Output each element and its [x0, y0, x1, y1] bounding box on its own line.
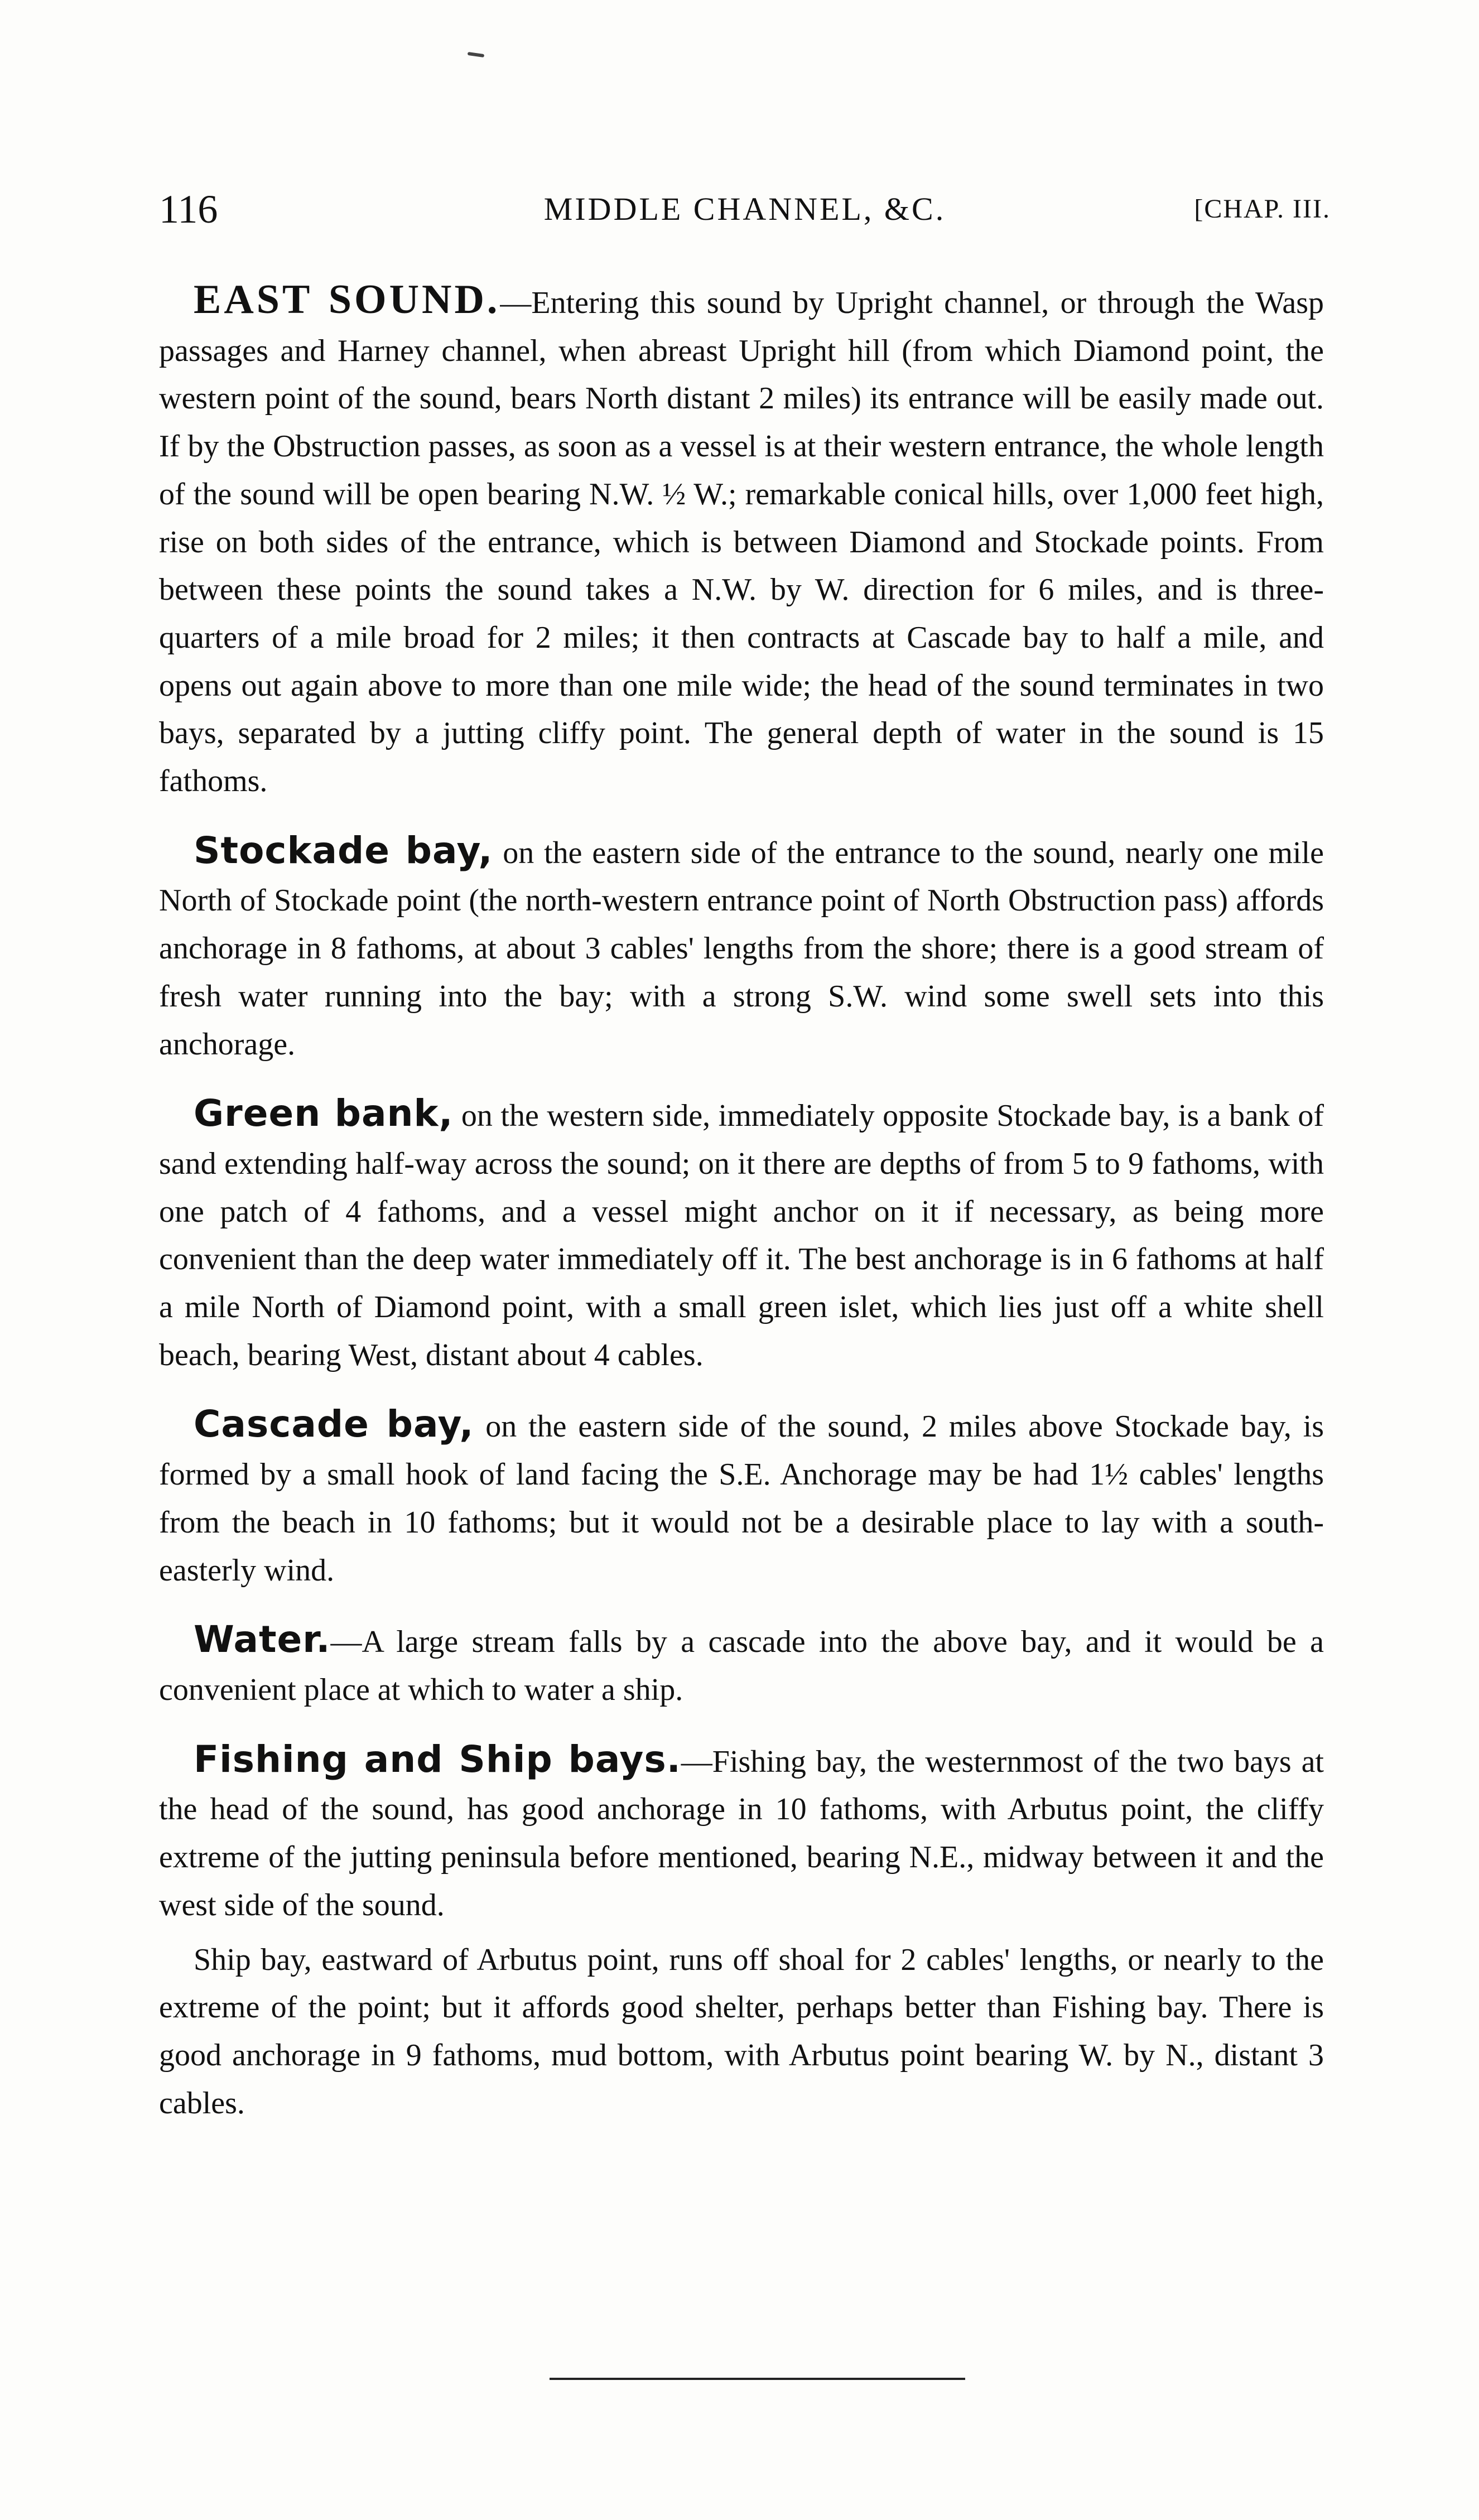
paragraph-fishing-ship-bays	[159, 1736, 1324, 1930]
text-east-sound: —Entering this sound by Upright channel, or through the Wasp passages and Harney channel, when abreast Upright hill (from which Diamond point, the western point of the sound, bears North distant 2 miles) its entrance will be easily made out. If by the Obstruction passes, as soon as a vessel is at their western entrance, the whole length of the sound will be open bearing N.W. ½ W.; remarkable conical hills, over 1,000 feet high, rise on both sides of the entrance, which is between Diamond and Stockade points. From between these points the sound takes a N.W. by W. direction for 6 miles, and is three-quarters of a mile broad for 2 miles; it then contracts at Cascade bay to half a mile, and opens out again above to more than one mile wide; the head of the sound terminates in two bays, separated by a jutting cliffy point. The general depth of water in the sound is 15 fathoms.	[159, 286, 1324, 799]
heading-east-sound: EAST SOUND.	[194, 277, 500, 322]
paragraph-stockade-bay	[159, 827, 1324, 1069]
paragraph-ship-bay: Ship bay, eastward of Arbutus point, runs off shoal for 2 cables' lengths, or nearly to the extreme of the point; but it affords good shelter, perhaps better than Fishing bay. There is good anchorage in 9 fathoms, mud bottom, with Arbutus point bearing W. by N., distant 3 cables.	[159, 1942, 1324, 2121]
print-speck	[468, 52, 485, 57]
running-title: MIDDLE CHANNEL, &C.	[543, 191, 946, 227]
text-green-bank: on the western side, immediately opposite Stockade bay, is a bank of sand extending half-way across the sound; on it there are depths of from 5 to 9 fathoms, with one patch of 4 fathoms, and a vessel might anchor on it if necessary, as being more convenient than the deep water immediately off it. The best anchorage is in 6 fathoms at half a mile North of Diamond point, with a small green islet, which lies just off a white shell beach, bearing West, distant about 4 cables.	[159, 1098, 1324, 1372]
page-header	[159, 184, 1331, 234]
text-fishing-ship-bays: —Fishing bay, the westernmost of the two bays at the head of the sound, has good anchorage in 10 fathoms, with Arbutus point, the cliffy extreme of the jutting peninsula before mentioned, bearing N.E., midway between it and the west side of the sound.	[159, 1744, 1324, 1922]
paragraph-green-bank	[159, 1090, 1324, 1379]
text-water: —A large stream falls by a cascade into the above bay, and it would be a convenient place at which to water a ship.	[159, 1625, 1324, 1707]
heading-fishing-ship-bays: Fishing and Ship bays.	[194, 1737, 681, 1781]
paragraph-cascade-bay	[159, 1400, 1324, 1594]
heading-cascade-bay: Cascade bay,	[194, 1403, 474, 1446]
text-cascade-bay: on the eastern side of the sound, 2 miles above Stockade bay, is formed by a small hook of land facing the S.E. Anchorage may be had 1½ cables' lengths from the beach in 10 fathoms; but it would not be a desirable place to lay with a south-easterly wind.	[159, 1409, 1324, 1588]
chapter-reference: [CHAP. III.	[1194, 194, 1331, 224]
page-number: 116	[159, 187, 218, 232]
text-stockade-bay: on the eastern side of the entrance to the sound, nearly one mile North of Stockade point (the north-western entrance point of North Obstruction pass) affords anchorage in 8 fathoms, at about 3 cables' lengths from the shore; there is a good stream of fresh water running into the bay; with a strong S.W. wind some swell sets into this anchorage.	[159, 835, 1324, 1062]
paragraph-east-sound	[159, 276, 1324, 806]
paragraph-water	[159, 1616, 1324, 1714]
body-text	[159, 276, 1324, 2148]
heading-stockade-bay: Stockade bay,	[194, 828, 493, 872]
heading-water: Water.	[194, 1618, 331, 1661]
closing-rule	[550, 2378, 965, 2380]
heading-green-bank: Green bank,	[194, 1092, 454, 1135]
